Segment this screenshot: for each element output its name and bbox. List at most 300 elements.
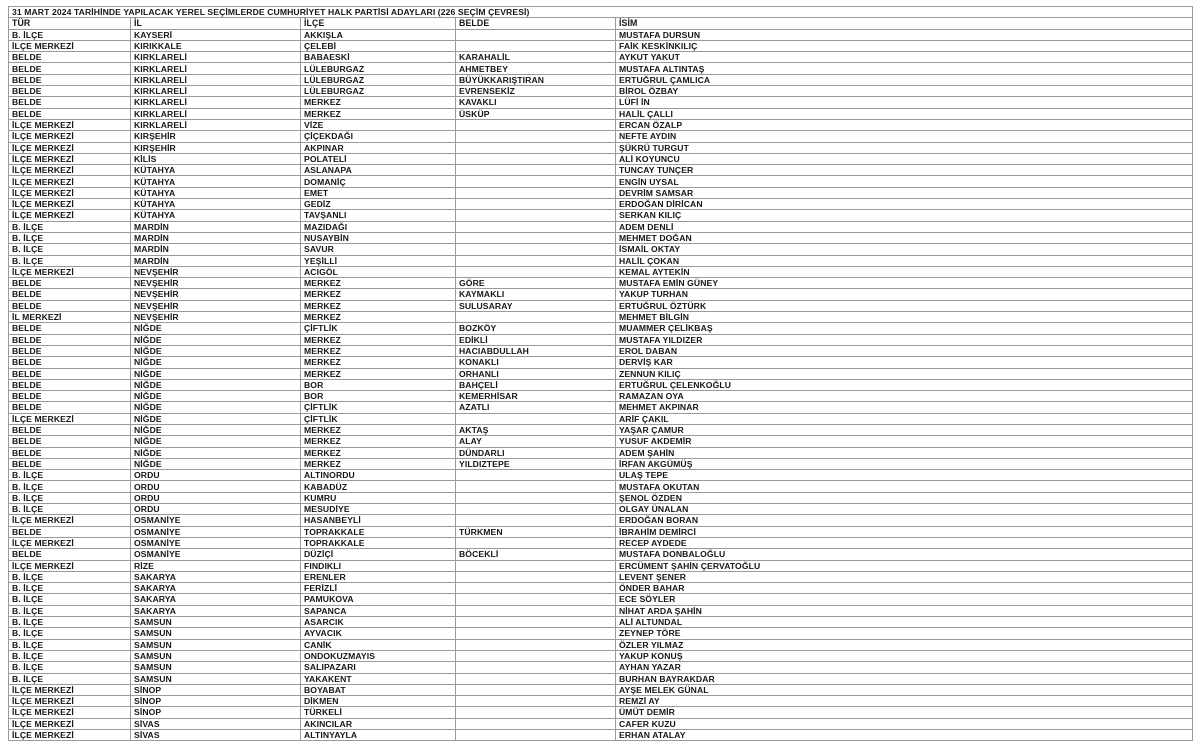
cell-il: KÜTAHYA — [131, 165, 301, 176]
cell-belde: EVRENSEKİZ — [456, 86, 616, 97]
cell-isim: AYHAN YAZAR — [616, 662, 1193, 673]
cell-belde — [456, 617, 616, 628]
cell-ilce: MERKEZ — [301, 312, 456, 323]
cell-ilce: AYVACIK — [301, 628, 456, 639]
table-row — [9, 63, 1193, 74]
table-row — [9, 289, 1193, 300]
cell-il: NİĞDE — [131, 357, 301, 368]
cell-tur: B. İLÇE — [9, 571, 131, 582]
cell-belde: BOZKÖY — [456, 323, 616, 334]
cell-il: KIRŞEHİR — [131, 131, 301, 142]
cell-ilce: SAVUR — [301, 244, 456, 255]
cell-ilce: YAKAKENT — [301, 673, 456, 684]
table-row — [9, 402, 1193, 413]
cell-belde — [456, 255, 616, 266]
cell-ilce: DOMANİÇ — [301, 176, 456, 187]
cell-ilce: MERKEZ — [301, 447, 456, 458]
column-header-isim: İSİM — [616, 18, 1193, 29]
cell-ilce: DÜZİÇİ — [301, 549, 456, 560]
cell-tur: BELDE — [9, 278, 131, 289]
cell-tur: BELDE — [9, 357, 131, 368]
cell-isim: ECE SÖYLER — [616, 594, 1193, 605]
cell-isim: ALİ ALTUNDAL — [616, 617, 1193, 628]
cell-isim: MEHMET AKPINAR — [616, 402, 1193, 413]
table-row — [9, 605, 1193, 616]
cell-tur: B. İLÇE — [9, 221, 131, 232]
cell-il: NEVŞEHİR — [131, 266, 301, 277]
cell-belde — [456, 594, 616, 605]
cell-tur: BELDE — [9, 108, 131, 119]
cell-isim: CAFER KUZU — [616, 718, 1193, 729]
cell-tur: İLÇE MERKEZİ — [9, 40, 131, 51]
table-row — [9, 142, 1193, 153]
cell-belde — [456, 696, 616, 707]
table-row — [9, 650, 1193, 661]
cell-isim: TUNCAY TUNÇER — [616, 165, 1193, 176]
cell-belde: GÖRE — [456, 278, 616, 289]
cell-il: KÜTAHYA — [131, 199, 301, 210]
cell-il: KIRKLARELİ — [131, 52, 301, 63]
cell-ilce: KABADÜZ — [301, 481, 456, 492]
cell-isim: MUSTAFA ALTINTAŞ — [616, 63, 1193, 74]
table-row — [9, 571, 1193, 582]
cell-isim: YAŞAR ÇAMUR — [616, 424, 1193, 435]
candidates-table — [8, 6, 1193, 741]
cell-il: SİNOP — [131, 696, 301, 707]
cell-tur: BELDE — [9, 323, 131, 334]
table-row — [9, 40, 1193, 51]
cell-tur: İLÇE MERKEZİ — [9, 413, 131, 424]
cell-ilce: ERENLER — [301, 571, 456, 582]
cell-isim: ERCAN ÖZALP — [616, 119, 1193, 130]
cell-isim: MUSTAFA OKUTAN — [616, 481, 1193, 492]
cell-belde — [456, 481, 616, 492]
cell-isim: ERTUĞRUL ÇELENKOĞLU — [616, 379, 1193, 390]
cell-belde — [456, 730, 616, 741]
cell-il: OSMANİYE — [131, 515, 301, 526]
cell-ilce: ALTINYAYLA — [301, 730, 456, 741]
cell-il: SAMSUN — [131, 639, 301, 650]
cell-belde: AZATLI — [456, 402, 616, 413]
cell-il: KIRKLARELİ — [131, 86, 301, 97]
cell-tur: B. İLÇE — [9, 470, 131, 481]
cell-ilce: BOYABAT — [301, 684, 456, 695]
table-row — [9, 718, 1193, 729]
cell-belde: YILDIZTEPE — [456, 458, 616, 469]
table-row — [9, 730, 1193, 741]
table-row — [9, 684, 1193, 695]
cell-il: KIRŞEHİR — [131, 142, 301, 153]
cell-isim: REMZİ AY — [616, 696, 1193, 707]
cell-il: NİĞDE — [131, 436, 301, 447]
table-row — [9, 345, 1193, 356]
cell-ilce: SAPANCA — [301, 605, 456, 616]
cell-ilce: TÜRKELİ — [301, 707, 456, 718]
table-row — [9, 696, 1193, 707]
cell-ilce: GEDİZ — [301, 199, 456, 210]
cell-il: KÜTAHYA — [131, 210, 301, 221]
cell-ilce: MERKEZ — [301, 436, 456, 447]
cell-tur: B. İLÇE — [9, 255, 131, 266]
cell-belde — [456, 515, 616, 526]
cell-belde: ORHANLI — [456, 368, 616, 379]
cell-il: ORDU — [131, 470, 301, 481]
table-row — [9, 221, 1193, 232]
table-row — [9, 504, 1193, 515]
cell-ilce: MERKEZ — [301, 289, 456, 300]
cell-tur: BELDE — [9, 334, 131, 345]
cell-belde — [456, 650, 616, 661]
cell-il: SİVAS — [131, 718, 301, 729]
table-row — [9, 617, 1193, 628]
cell-isim: KEMAL AYTEKİN — [616, 266, 1193, 277]
cell-tur: B. İLÇE — [9, 583, 131, 594]
cell-tur: BELDE — [9, 447, 131, 458]
table-row — [9, 492, 1193, 503]
table-row — [9, 594, 1193, 605]
cell-ilce: EMET — [301, 187, 456, 198]
cell-il: SİNOP — [131, 684, 301, 695]
cell-belde — [456, 232, 616, 243]
cell-isim: ADEM ŞAHİN — [616, 447, 1193, 458]
cell-isim: ZEYNEP TÖRE — [616, 628, 1193, 639]
cell-isim: BİROL ÖZBAY — [616, 86, 1193, 97]
cell-il: NİĞDE — [131, 391, 301, 402]
cell-belde: KONAKLI — [456, 357, 616, 368]
cell-tur: İLÇE MERKEZİ — [9, 199, 131, 210]
cell-il: OSMANİYE — [131, 549, 301, 560]
table-row — [9, 662, 1193, 673]
table-row — [9, 413, 1193, 424]
column-header-row — [9, 18, 1193, 29]
cell-belde — [456, 504, 616, 515]
cell-tur: İLÇE MERKEZİ — [9, 696, 131, 707]
cell-belde — [456, 413, 616, 424]
cell-ilce: ALTINORDU — [301, 470, 456, 481]
cell-il: KİLİS — [131, 153, 301, 164]
cell-belde — [456, 210, 616, 221]
table-row — [9, 560, 1193, 571]
cell-isim: BURHAN BAYRAKDAR — [616, 673, 1193, 684]
cell-belde — [456, 244, 616, 255]
cell-il: SAMSUN — [131, 673, 301, 684]
cell-il: SAKARYA — [131, 605, 301, 616]
cell-isim: OLGAY ÜNALAN — [616, 504, 1193, 515]
cell-isim: ADEM DENLİ — [616, 221, 1193, 232]
table-row — [9, 368, 1193, 379]
cell-isim: ÖNDER BAHAR — [616, 583, 1193, 594]
cell-ilce: TOPRAKKALE — [301, 526, 456, 537]
cell-il: MARDİN — [131, 255, 301, 266]
cell-isim: İRFAN AKGÜMÜŞ — [616, 458, 1193, 469]
cell-il: KIRKLARELİ — [131, 119, 301, 130]
cell-il: SİNOP — [131, 707, 301, 718]
cell-ilce: SALIPAZARI — [301, 662, 456, 673]
cell-belde — [456, 312, 616, 323]
cell-tur: BELDE — [9, 86, 131, 97]
cell-ilce: ÇİFTLİK — [301, 413, 456, 424]
cell-isim: AYŞE MELEK GÜNAL — [616, 684, 1193, 695]
cell-isim: MUSTAFA DURSUN — [616, 29, 1193, 40]
table-row — [9, 108, 1193, 119]
column-header-il: İL — [131, 18, 301, 29]
cell-isim: YAKUP KONUŞ — [616, 650, 1193, 661]
cell-belde: BAHÇELİ — [456, 379, 616, 390]
table-row — [9, 74, 1193, 85]
cell-il: NEVŞEHİR — [131, 278, 301, 289]
cell-tur: B. İLÇE — [9, 504, 131, 515]
cell-isim: DERVİŞ KAR — [616, 357, 1193, 368]
cell-ilce: POLATELİ — [301, 153, 456, 164]
cell-il: NİĞDE — [131, 402, 301, 413]
cell-isim: EROL DABAN — [616, 345, 1193, 356]
cell-belde — [456, 199, 616, 210]
cell-ilce: BABAESKİ — [301, 52, 456, 63]
cell-ilce: MERKEZ — [301, 424, 456, 435]
table-row — [9, 52, 1193, 63]
cell-belde — [456, 628, 616, 639]
cell-ilce: MESUDİYE — [301, 504, 456, 515]
cell-belde: SULUSARAY — [456, 300, 616, 311]
cell-belde: ÜSKÜP — [456, 108, 616, 119]
cell-tur: BELDE — [9, 63, 131, 74]
table-row — [9, 707, 1193, 718]
cell-belde — [456, 176, 616, 187]
cell-tur: İLÇE MERKEZİ — [9, 119, 131, 130]
table-row — [9, 300, 1193, 311]
cell-tur: BELDE — [9, 379, 131, 390]
cell-isim: ERHAN ATALAY — [616, 730, 1193, 741]
table-row — [9, 187, 1193, 198]
cell-ilce: NUSAYBİN — [301, 232, 456, 243]
cell-tur: İLÇE MERKEZİ — [9, 131, 131, 142]
table-row — [9, 97, 1193, 108]
cell-belde — [456, 131, 616, 142]
table-row — [9, 515, 1193, 526]
cell-belde — [456, 707, 616, 718]
table-row — [9, 549, 1193, 560]
cell-belde — [456, 40, 616, 51]
cell-ilce: MAZIDAĞI — [301, 221, 456, 232]
cell-tur: B. İLÇE — [9, 594, 131, 605]
cell-tur: B. İLÇE — [9, 481, 131, 492]
cell-belde — [456, 266, 616, 277]
table-row — [9, 583, 1193, 594]
cell-il: KÜTAHYA — [131, 176, 301, 187]
cell-tur: B. İLÇE — [9, 244, 131, 255]
cell-belde — [456, 718, 616, 729]
cell-il: NİĞDE — [131, 368, 301, 379]
table-row — [9, 266, 1193, 277]
cell-belde — [456, 29, 616, 40]
cell-il: KIRIKKALE — [131, 40, 301, 51]
cell-il: SİVAS — [131, 730, 301, 741]
table-row — [9, 391, 1193, 402]
cell-belde: BÜYÜKKARIŞTIRAN — [456, 74, 616, 85]
table-row — [9, 29, 1193, 40]
cell-ilce: ÇELEBİ — [301, 40, 456, 51]
cell-il: NEVŞEHİR — [131, 300, 301, 311]
cell-il: NİĞDE — [131, 413, 301, 424]
cell-isim: İBRAHİM DEMİRCİ — [616, 526, 1193, 537]
cell-ilce: MERKEZ — [301, 97, 456, 108]
cell-tur: İLÇE MERKEZİ — [9, 266, 131, 277]
cell-tur: İLÇE MERKEZİ — [9, 718, 131, 729]
cell-il: NİĞDE — [131, 379, 301, 390]
table-row — [9, 526, 1193, 537]
table-row — [9, 131, 1193, 142]
cell-isim: ERDOĞAN BORAN — [616, 515, 1193, 526]
cell-isim: MUAMMER ÇELİKBAŞ — [616, 323, 1193, 334]
table-row — [9, 119, 1193, 130]
cell-il: SAMSUN — [131, 628, 301, 639]
cell-tur: B. İLÇE — [9, 492, 131, 503]
cell-il: NİĞDE — [131, 323, 301, 334]
cell-ilce: FINDIKLI — [301, 560, 456, 571]
cell-il: SAKARYA — [131, 583, 301, 594]
table-row — [9, 255, 1193, 266]
cell-tur: İLÇE MERKEZİ — [9, 537, 131, 548]
cell-il: SAKARYA — [131, 571, 301, 582]
cell-tur: B. İLÇE — [9, 232, 131, 243]
cell-tur: B. İLÇE — [9, 605, 131, 616]
table-row — [9, 447, 1193, 458]
cell-belde — [456, 673, 616, 684]
cell-isim: LEVENT ŞENER — [616, 571, 1193, 582]
cell-isim: DEVRİM SAMSAR — [616, 187, 1193, 198]
cell-tur: BELDE — [9, 549, 131, 560]
cell-tur: BELDE — [9, 289, 131, 300]
cell-isim: ERTUĞRUL ÖZTÜRK — [616, 300, 1193, 311]
cell-isim: MEHMET DOĞAN — [616, 232, 1193, 243]
cell-belde — [456, 662, 616, 673]
cell-tur: İLÇE MERKEZİ — [9, 142, 131, 153]
cell-ilce: AKPINAR — [301, 142, 456, 153]
cell-isim: ERDOĞAN DİRİCAN — [616, 199, 1193, 210]
table-row — [9, 628, 1193, 639]
cell-tur: İLÇE MERKEZİ — [9, 210, 131, 221]
cell-il: MARDİN — [131, 232, 301, 243]
table-row — [9, 424, 1193, 435]
cell-tur: B. İLÇE — [9, 617, 131, 628]
cell-belde: KEMERHİSAR — [456, 391, 616, 402]
cell-isim: YAKUP TURHAN — [616, 289, 1193, 300]
cell-il: SAKARYA — [131, 594, 301, 605]
cell-ilce: MERKEZ — [301, 300, 456, 311]
table-row — [9, 312, 1193, 323]
cell-isim: LÜFİ İN — [616, 97, 1193, 108]
cell-tur: BELDE — [9, 52, 131, 63]
cell-isim: ULAŞ TEPE — [616, 470, 1193, 481]
cell-isim: MEHMET BİLGİN — [616, 312, 1193, 323]
cell-belde — [456, 560, 616, 571]
cell-tur: B. İLÇE — [9, 650, 131, 661]
cell-belde: AKTAŞ — [456, 424, 616, 435]
cell-belde: DÜNDARLI — [456, 447, 616, 458]
cell-tur: İL MERKEZİ — [9, 312, 131, 323]
cell-il: MARDİN — [131, 221, 301, 232]
cell-isim: NEFTE AYDIN — [616, 131, 1193, 142]
cell-il: SAMSUN — [131, 617, 301, 628]
table-row — [9, 639, 1193, 650]
table-row — [9, 86, 1193, 97]
cell-ilce: ASLANAPA — [301, 165, 456, 176]
cell-il: ORDU — [131, 504, 301, 515]
cell-tur: BELDE — [9, 345, 131, 356]
cell-ilce: ASARCIK — [301, 617, 456, 628]
cell-tur: B. İLÇE — [9, 628, 131, 639]
cell-ilce: LÜLEBURGAZ — [301, 63, 456, 74]
cell-il: ORDU — [131, 481, 301, 492]
cell-ilce: AKKIŞLA — [301, 29, 456, 40]
cell-belde: ALAY — [456, 436, 616, 447]
cell-ilce: MERKEZ — [301, 278, 456, 289]
cell-ilce: BOR — [301, 391, 456, 402]
cell-isim: AYKUT YAKUT — [616, 52, 1193, 63]
cell-ilce: PAMUKOVA — [301, 594, 456, 605]
cell-ilce: HASANBEYLİ — [301, 515, 456, 526]
cell-isim: FAİK KESKİNKILIÇ — [616, 40, 1193, 51]
table-body — [9, 29, 1193, 741]
cell-isim: ÖZLER YILMAZ — [616, 639, 1193, 650]
cell-il: KIRKLARELİ — [131, 63, 301, 74]
cell-il: NİĞDE — [131, 334, 301, 345]
cell-isim: HALİL ÇALLI — [616, 108, 1193, 119]
table-row — [9, 278, 1193, 289]
cell-tur: B. İLÇE — [9, 639, 131, 650]
cell-isim: ERCÜMENT ŞAHİN ÇERVATOĞLU — [616, 560, 1193, 571]
table-row — [9, 232, 1193, 243]
cell-ilce: ACIGÖL — [301, 266, 456, 277]
cell-ilce: MERKEZ — [301, 334, 456, 345]
cell-isim: NİHAT ARDA ŞAHİN — [616, 605, 1193, 616]
table-row — [9, 357, 1193, 368]
cell-il: OSMANİYE — [131, 537, 301, 548]
cell-isim: YUSUF AKDEMİR — [616, 436, 1193, 447]
cell-tur: İLÇE MERKEZİ — [9, 707, 131, 718]
cell-tur: BELDE — [9, 402, 131, 413]
cell-belde: EDİKLİ — [456, 334, 616, 345]
table-head — [9, 7, 1193, 30]
cell-tur: BELDE — [9, 97, 131, 108]
cell-ilce: ÇİFTLİK — [301, 402, 456, 413]
table-row — [9, 379, 1193, 390]
cell-il: RİZE — [131, 560, 301, 571]
cell-tur: B. İLÇE — [9, 673, 131, 684]
cell-belde: AHMETBEY — [456, 63, 616, 74]
table-row — [9, 210, 1193, 221]
cell-isim: HALİL ÇOKAN — [616, 255, 1193, 266]
cell-ilce: DİKMEN — [301, 696, 456, 707]
cell-ilce: MERKEZ — [301, 108, 456, 119]
cell-tur: BELDE — [9, 424, 131, 435]
cell-belde: TÜRKMEN — [456, 526, 616, 537]
cell-belde: KAYMAKLI — [456, 289, 616, 300]
cell-tur: BELDE — [9, 526, 131, 537]
cell-il: KIRKLARELİ — [131, 108, 301, 119]
cell-belde — [456, 153, 616, 164]
table-row — [9, 436, 1193, 447]
cell-belde — [456, 165, 616, 176]
cell-tur: BELDE — [9, 300, 131, 311]
table-row — [9, 199, 1193, 210]
cell-tur: İLÇE MERKEZİ — [9, 515, 131, 526]
cell-il: NEVŞEHİR — [131, 312, 301, 323]
cell-belde — [456, 492, 616, 503]
cell-ilce: TOPRAKKALE — [301, 537, 456, 548]
cell-isim: MUSTAFA DONBALOĞLU — [616, 549, 1193, 560]
cell-ilce: CANİK — [301, 639, 456, 650]
